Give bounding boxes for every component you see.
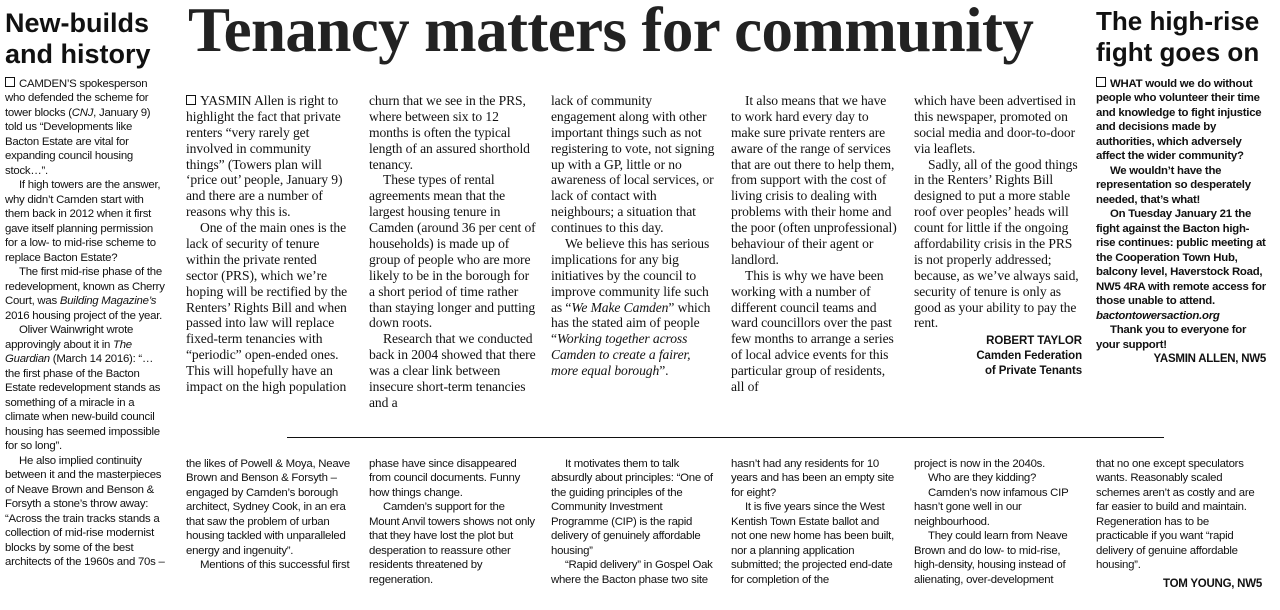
left-letter-body [5,77,167,569]
square-bullet-icon [186,95,196,105]
lower-col-4 [731,457,897,587]
horizontal-divider [287,437,1164,438]
center-para-6: It also means that we have to work hard every day to make sure private renters are aware of the range of services that are out there to help them, from support with the cost of living crisis to dealing with problems with their home and the poor (often unprofessional) behaviour of their agent or landlord. [731,93,897,267]
signature-name: ROBERT TAYLOR [986,335,1082,348]
left-para-1: CAMDEN’S spokesperson who defended the scheme for tower blocks (CNJ, January 9) told us “Developments like Bacton Estate are vital for expanding council housing stock…”. [5,78,151,177]
center-para-4a: Research that we conducted back in 2004 showed that there was a clear link between insecure short-term tenancies and a [369,331,536,410]
center-para-2a: One of the main ones is the lack of security of tenure within the private rented sector (PRS), which we’re hoping will be rectified by the Renters’ Rights Bill and when passed into law will replace fixed-term tenancies with “periodic” open-ended ones. This will hopefully have an impact on the high population [186,220,348,395]
yasmin-signature: YASMIN ALLEN, NW5 [1153,353,1266,366]
center-col-1 [186,93,351,395]
center-para-8: Sadly, all of the good things in the Renters’ Rights Bill designed to put a more stable roof over peoples’ heads will count for little if the ongoing affordability crisis in the PRS is not properly addressed; because, as we’ve always said, security of tenure is only as good as your ability to pay the rent. [914,156,1079,331]
lower-col-1 [186,457,352,573]
lower-para-9b: that no one except speculators wants. Reasonably scaled schemes aren’t as costly and are far easier to build and maintain. Regeneration has to be practicable if you want “rapid delivery of genuine affordable housing”. [1096,458,1255,572]
lower-para-7: Who are they kidding? [928,472,1037,485]
tom-young-signature: TOM YOUNG, NW5 [1163,577,1262,590]
right-letter-body [1096,77,1266,367]
right-para-2: We wouldn’t have the representation so desperately needed, that’s what! [1096,164,1251,206]
lower-para-4: It motivates them to talk absurdly about principles: “One of the guiding principles of the Community Investment Programme (CIP) is the rapid delivery of genuinely affordable housing” [551,458,713,557]
left-para-5: He also implied continuity between it and the masterpieces of Neave Brown and Benson & Forsyth a stone’s throw away: “Across the train tracks stands a collection of mid-rise modernist blocks by some of the best architects of the 1960s and 70s – [5,454,165,568]
center-col-5 [914,93,1082,379]
center-col-3 [551,93,719,379]
center-para-4b: lack of community engagement along with other important things such as not registering to vote, not signing up with a GP, little or no awareness of local services, or lack of contact with neighbours; a situation that continues to this day. [551,93,715,236]
signature-org-line-2: of Private Tenants [984,364,1082,377]
lower-col-2 [369,457,535,587]
lower-para-1: the likes of Powell & Moya, Neave Brown and Benson & Forsyth – engaged by Camden’s borough architect, Sydney Cook, in an era that saw the problem of urban housing tackled with unparalleled energy and ingenuity”. [186,458,350,557]
lower-para-6b: project is now in the 2040s. [914,458,1046,470]
left-para-3: The first mid-rise phase of the redevelopment, known as Cherry Court, was Building Magazine’s 2016 housing project of the year. [5,266,165,322]
lower-para-3: Camden’s support for the Mount Anvil towers shows not only that they have lost the plot but desperation to reassure other residents threatened by regeneration. [369,501,535,586]
center-para-3: These types of rental agreements mean that the largest housing tenure in Camden (around 36 per cent of households) is made up of group of people who are more likely to be in the borough for a short period of time rather than staying longer and putting down roots. [369,172,536,331]
lower-para-5a: “Rapid delivery” in Gospel Oak where the Bacton phase two site [551,559,713,586]
square-bullet-icon [1096,77,1106,87]
left-para-2: If high towers are the answer, why didn’t Camden start with them back in 2012 when it first gave itself planning permission for a low- to mid-rise scheme to replace Bacton Estate? [5,179,161,264]
lower-para-2a: Mentions of this successful first [200,559,350,572]
center-col-4 [731,93,899,395]
left-headline-line-1: New-builds [5,8,150,38]
center-para-2b: churn that we see in the PRS, where between six to 12 months is often the typical length of an assured shorthold tenancy. [369,93,530,172]
center-signature [914,334,1082,378]
lower-para-8: Camden’s now infamous CIP hasn’t gone well in our neighbourhood. [914,486,1069,528]
center-para-7b: which have been advertised in this newspaper, promoted on social media and door-to-door via leaflets. [914,93,1076,156]
center-headline: Tenancy matters for community [188,0,1034,65]
left-para-4: Oliver Wainwright wrote approvingly about it in The Guardian (March 14 2016): “…the first phase of the Bacton Estate redevelopment stands as something of a miracle in a climate when new-build council housing has seemed impossible for so long”. [5,324,161,453]
center-col-2 [369,93,537,411]
left-headline [5,8,170,70]
lower-col-5 [914,457,1080,587]
lower-para-2b: phase have since disappeared from council documents. Funny how things change. [369,458,521,499]
right-para-3: On Tuesday January 21 the fight against the Bacton high-rise continues: public meeting at the Cooperation Town Hub, balcony level, Haverstock Road, NW5 4RA with remote access for those unable to attend. [1096,208,1266,308]
center-para-7a: This is why we have been working with a number of different council teams and ward councillors over the past few months to arrange a series of local advice events for this particular group of residents, all of [731,267,894,395]
right-headline-line-2: fight goes on [1096,36,1260,67]
right-para-1: WHAT would we do without people who volunteer their time and knowledge to fight injustice and decisions made by authorities, which adversely affect the wider community? [1096,78,1262,163]
lower-para-6a: It is five years since the West Kentish Town Estate ballot and not one new home has been built, nor a planning application submitted; the projected end-date for completion of the [731,501,894,586]
lower-para-5b: hasn’t had any residents for 10 years and has been an empty site for eight? [731,458,894,499]
lower-col-3 [551,457,717,587]
lower-col-6 [1096,457,1262,592]
square-bullet-icon [5,77,15,87]
right-para-5: Thank you to everyone for your support! [1096,324,1247,351]
center-para-5: We believe this has serious implications for any big initiatives by the council to improve community life such as “We Make Camden” which has the stated aim of people “Working together across Camden to create a fairer, more equal borough”. [551,236,711,379]
lower-para-9a: They could learn from Neave Brown and do low- to mid-rise, high-density, housing instead of alienating, over-development [914,530,1068,586]
right-headline [1096,6,1276,67]
left-headline-line-2: and history [5,39,151,70]
right-headline-line-1: The high-rise [1096,6,1260,36]
right-link[interactable]: bactontowersaction.org [1096,309,1220,322]
signature-org-line-1: Camden Federation [976,350,1082,363]
center-para-1: YASMIN Allen is right to highlight the fact that private renters “very rarely get involved in community things” (Towers plan will ‘price out’ people, January 9) and there are a number of reasons why this is. [186,93,343,220]
